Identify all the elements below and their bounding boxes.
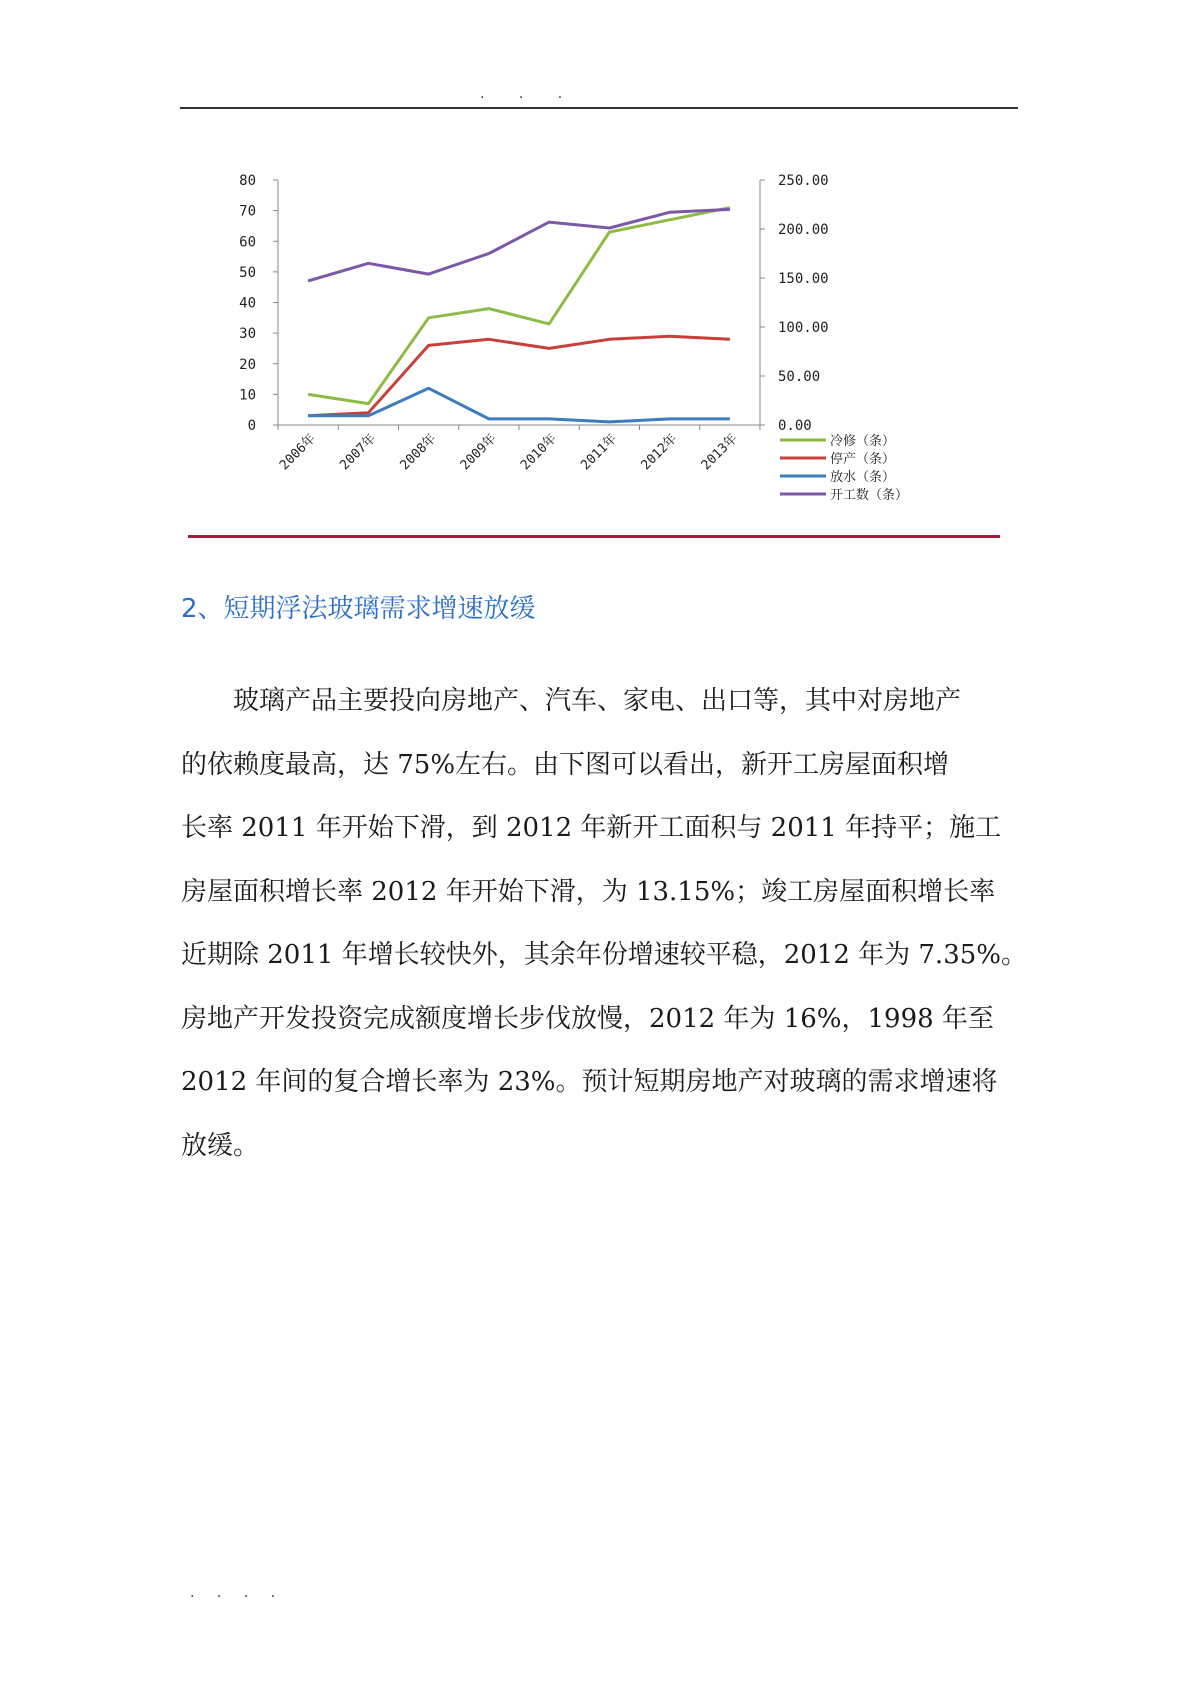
left-tick-label: 50 (239, 264, 256, 281)
paragraph-line: 2012 年间的复合增长率为 23%。预计短期房地产对玻璃的需求增速将 (181, 1067, 998, 1097)
left-tick-label: 40 (239, 295, 256, 312)
x-tick-label: 2007年 (337, 431, 380, 474)
x-tick-label: 2010年 (518, 431, 560, 474)
section-divider (188, 535, 1000, 538)
right-tick-label: 50.00 (778, 369, 821, 385)
x-tick-label: 2008年 (397, 431, 440, 474)
legend-label: 停产（条） (830, 452, 896, 467)
legend-label: 放水（条） (830, 470, 896, 485)
left-tick-label: 70 (239, 203, 256, 220)
x-tick-label: 2006年 (277, 431, 319, 474)
paragraph-line: 的依赖度最高，达 75%左右。由下图可以看出，新开工房屋面积增 (181, 749, 950, 780)
body-paragraph (181, 670, 1027, 1178)
left-tick-label: 60 (239, 234, 256, 251)
legend-label: 开工数（条） (830, 488, 909, 503)
right-tick-label: 200.00 (778, 222, 829, 238)
paragraph-line: 长率 2011 年开始下滑，到 2012 年新开工面积与 2011 年持平；施工 (181, 813, 1002, 843)
header-rule (180, 107, 1018, 109)
series-line (308, 388, 730, 422)
x-tick-label: 2011年 (578, 431, 621, 474)
chart-svg (200, 160, 1000, 505)
left-tick-label: 80 (239, 173, 256, 189)
paragraph-line: 玻璃产品主要投向房地产、汽车、家电、出口等，其中对房地产 (233, 686, 962, 716)
paragraph-line: 放缓。 (181, 1130, 260, 1161)
header-dots: . . . (480, 86, 563, 102)
x-tick-label: 2012年 (638, 431, 681, 474)
x-tick-label: 2009年 (457, 431, 500, 474)
left-tick-label: 30 (239, 326, 256, 343)
left-tick-label: 0 (247, 418, 256, 434)
right-tick-label: 250.00 (778, 173, 829, 189)
footer-dots: . . . . (190, 1585, 276, 1601)
glass-production-line-chart (200, 160, 1000, 505)
right-tick-label: 150.00 (778, 271, 829, 287)
left-tick-label: 10 (239, 387, 256, 404)
series-line (308, 336, 730, 416)
paragraph-line: 近期除 2011 年增长较快外，其余年份增速较平稳，2012 年为 7.35%。 (181, 940, 1027, 970)
x-tick-label: 2013年 (698, 431, 741, 474)
legend-label: 冷修（条） (830, 434, 896, 449)
right-tick-label: 100.00 (778, 320, 829, 336)
right-tick-label: 0.00 (778, 418, 812, 434)
left-tick-label: 20 (239, 356, 256, 373)
section-heading: 2、短期浮法玻璃需求增速放缓 (181, 594, 536, 624)
paragraph-line: 房地产开发投资完成额度增长步伐放慢，2012 年为 16%，1998 年至 (181, 1003, 994, 1034)
paragraph-line: 房屋面积增长率 2012 年开始下滑，为 13.15%；竣工房屋面积增长率 (181, 876, 996, 907)
